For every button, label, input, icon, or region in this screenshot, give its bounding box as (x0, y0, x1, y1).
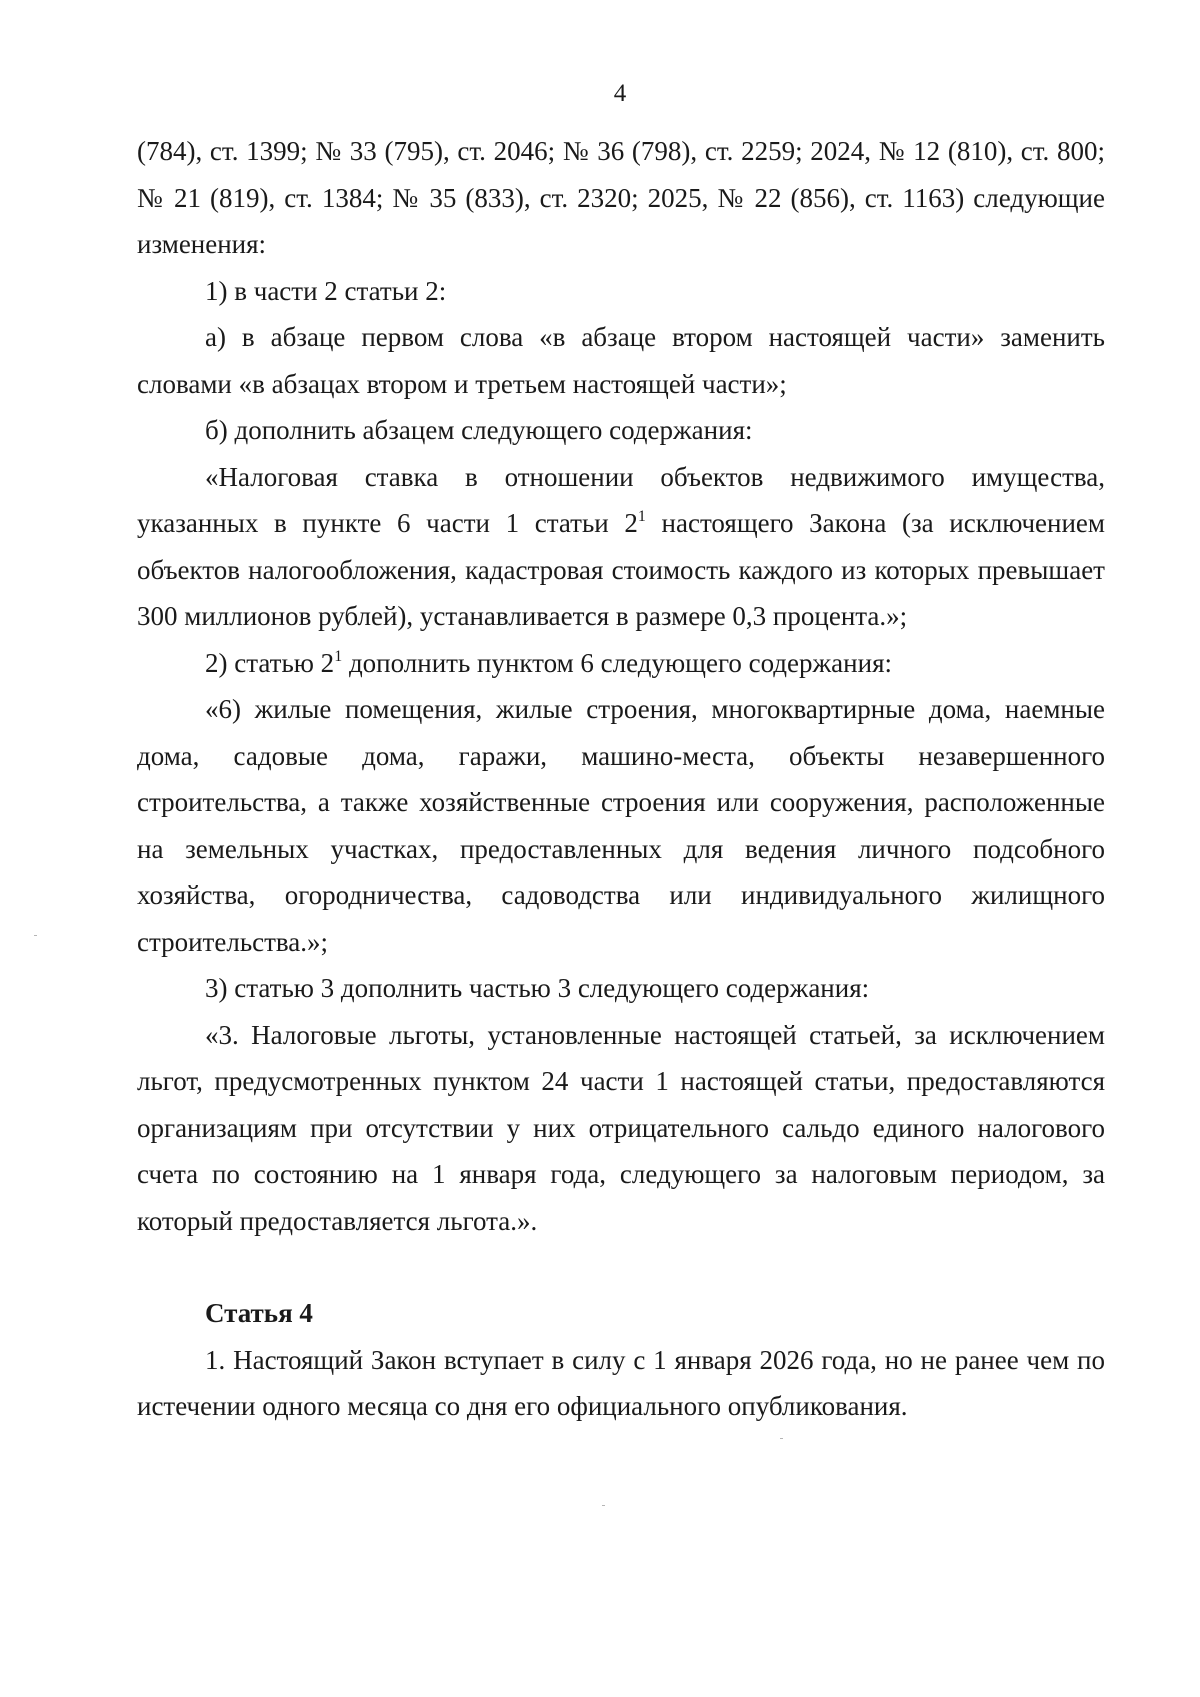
superscript-index: 1 (334, 647, 343, 665)
item-2-text-end: дополнить пунктом 6 следующего содержания: (342, 647, 892, 678)
quote-tax-rate-text-end: настоящего Закона (за исключением объектов налогообложения, кадастровая стоимость каждого из которых превышает 300 миллионов рублей), устанавливается в размере 0,3 процента.»; (137, 508, 1105, 631)
item-2-text-start: 2) статью 2 (205, 647, 335, 678)
scan-artifact (34, 935, 37, 936)
scan-artifact (780, 1438, 783, 1439)
superscript-index: 1 (637, 508, 646, 525)
paragraph-item-2 (137, 640, 1105, 687)
paragraph-item-1b: б) дополнить абзацем следующего содержания: (205, 415, 753, 445)
paragraph-article-4-item-1: 1. Настоящий Закон вступает в силу с 1 января 2026 года, но не ранее чем по истечении одного месяца со дня его официального опубликования. (137, 1344, 1105, 1421)
paragraph-intro-continuation: (784), ст. 1399; № 33 (795), ст. 2046; № 36 (798), ст. 2259; 2024, № 12 (810), ст. 800; № 21 (819), ст. 1384; № 35 (833), ст. 2320; 2025, № 22 (856), ст. 1163) следующие изменения: (137, 136, 1105, 259)
quote-tax-rate-text-start: «Налоговая ставка в отношении объектов недвижимого имущества, указанных в пункте 6 части 1 статьи 2 (137, 461, 1105, 538)
document-body (137, 128, 1105, 1430)
scan-artifact (602, 1505, 605, 1506)
page-number: 4 (613, 80, 627, 107)
paragraph-quote-tax-rate (137, 454, 1105, 640)
paragraph-item-1: 1) в части 2 статьи 2: (205, 275, 447, 306)
paragraph-quote-tax-benefits: «3. Налоговые льготы, установленные настоящей статьей, за исключением льгот, предусмотренных пунктом 24 части 1 настоящей статьи, предоставляются организациям при отсутствии у них отрицательного сальдо единого налогового счета по состоянию на 1 января года, следующего за налоговым периодом, за который предоставляется льгота.». (137, 1019, 1105, 1236)
paragraph-item-1a: а) в абзаце первом слова «в абзаце втором настоящей части» заменить словами «в абзацах втором и третьем настоящей части»; (137, 322, 1105, 399)
article-heading: Статья 4 (205, 1298, 313, 1328)
paragraph-item-3: 3) статью 3 дополнить частью 3 следующего содержания: (205, 973, 870, 1003)
paragraph-quote-objects-list: «6) жилые помещения, жилые строения, многоквартирные дома, наемные дома, садовые дома, гаражи, машино-места, объекты незавершенного строительства, а также хозяйственные строения или сооружения, расположенные на земельных участках, предоставленных для ведения личного подсобного хозяйства, огородничества, садоводства или индивидуального жилищного строительства.»; (137, 694, 1105, 957)
